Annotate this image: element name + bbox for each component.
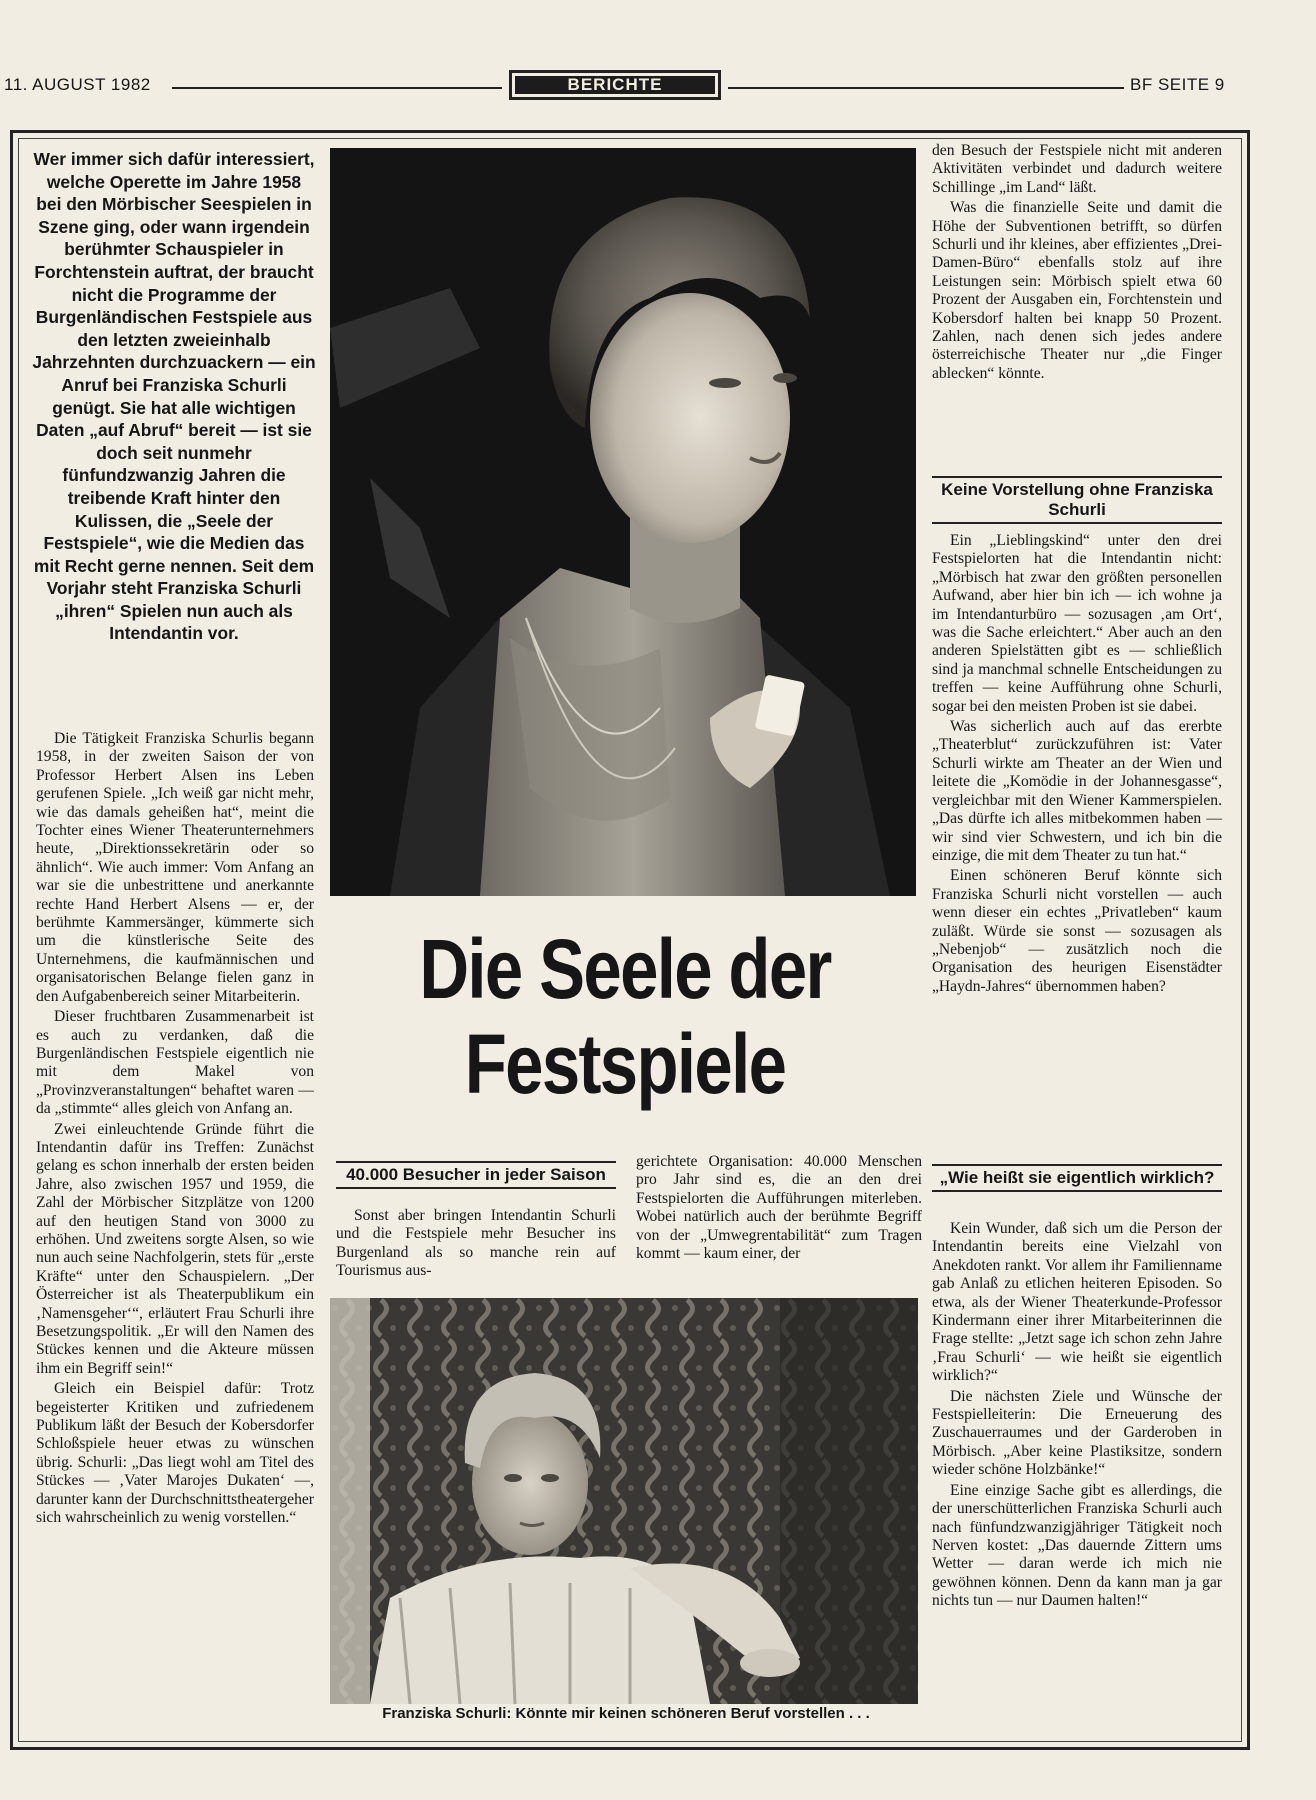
headline-line-1: Die Seele der	[419, 922, 831, 1016]
header-rule-right	[728, 87, 1124, 89]
seated-photo	[330, 1298, 918, 1704]
subhead-visitors: 40.000 Besucher in jeder Saison	[336, 1161, 616, 1189]
seated-photo-image	[330, 1298, 918, 1704]
body-paragraph: Zwei einleuchtende Gründe führt die Intendantin dafür ins Treffen: Zunächst gelang es schon innerhalb der ersten beiden Jahre, also zwischen 1957 und 1959, die Zahl der Mörbischer Sitzplätze von 1200 auf den heutigen Stand von 3000 zu erhöhen. Und zweitens sorgte Alsen, so wie nun auch seine Nachfolgerin, stets für „erste Kräfte“ unter den Schauspielern. „Der Österreicher ist als Theaterpublikum ein ‚Namensgeher‘“, erläutert Frau Schurli ihre Besetzungspolitik. „Er will den Namen des Stückes kennen und die Akteure müssen ihm ein Begriff sein!“	[36, 1120, 314, 1377]
headline-line-2: Festspiele	[464, 1017, 786, 1111]
body-paragraph: gerichtete Organisation: 40.000 Menschen pro Jahr sind es, die an den drei Festspielorten die Aufführungen miterleben. Wobei natürlich auch der berühmte Begriff von der „Umwegrentabilität“ zum Tragen kommt — kaum einer, der	[636, 1153, 922, 1263]
header-rule-left	[172, 87, 502, 89]
body-paragraph: Sonst aber bringen Intendantin Schurli und die Festspiele mehr Besucher ins Burgenland als so manche rein auf Tourismus aus-	[336, 1207, 616, 1280]
page-header	[0, 70, 1316, 104]
body-paragraph: Was sicherlich auch auf das ererbte „Theaterblut“ zurückzuführen ist: Vater Schurli wirkte am Theater an der Wien und leitete die „Komödie in der Johannesgasse“, vergleichbar mit den Wiener Kammerspielen. „Das dürfte ich alles mitbekommen haben — wir sind vier Schwestern, und ich bin die einzige, die mit dem Theater zu tun hat.“	[932, 718, 1222, 864]
section-label: BERICHTE	[515, 76, 715, 94]
subhead-no-performance: Keine Vorstellung ohne Franziska Schurli	[932, 476, 1222, 524]
mid-column-left	[336, 1207, 616, 1281]
body-paragraph: Was die finanzielle Seite und damit die Höhe der Subventionen betrifft, so dürfen Schurli und ihr kleines, aber effizientes „Drei-Damen-Büro“ ebenfalls stolz auf ihre Leistungen sein: Mörbisch spielt etwa 60 Prozent der Ausgaben ein, Forchtenstein und Kobersdorf halten bei knapp 50 Prozent. Zahlen, nach denen sich jedes andere österreichische Theater nur „die Finger ablecken“ könnte.	[932, 199, 1222, 382]
article-column-1	[36, 730, 314, 1527]
portrait-photo-image	[330, 148, 916, 896]
body-paragraph: Kein Wunder, daß sich um die Person der Intendantin bereits eine Vielzahl von Anekdoten rankt. Vor allem ihr Familienname gab Anlaß zu etlichen heiteren Episoden. So etwa, als der Wiener Theaterkunde-Professor Kindermann einer ihrer Mitarbeiterinnen die Frage stellte: „Jetzt sage ich schon zehn Jahre ‚Frau Schurli‘ — wie heißt sie eigentlich wirklich?“	[932, 1220, 1222, 1385]
body-paragraph: den Besuch der Festspiele nicht mit anderen Aktivitäten verbindet und dadurch weitere Schillinge „im Land“ läßt.	[932, 142, 1222, 196]
body-paragraph: Einen schöneren Beruf könnte sich Franziska Schurli nicht vorstellen — auch wenn dieser ein echtes „Privatleben“ kaum zuläßt. Würde sie sonst — sozusagen als „Nebenjob“ — zusätzlich noch die Organisation des heurigen Eisenstädter „Haydn-Jahres“ übernommen haben?	[932, 867, 1222, 995]
headline	[391, 922, 858, 1112]
article-column-3-part-1	[932, 532, 1222, 996]
body-paragraph: Die Tätigkeit Franziska Schurlis begann 1958, in der zweiten Saison der von Professor Herbert Alsen ins Leben gerufenen Spiele. „Ich weiß gar nicht mehr, wie das damals geheißen hat“, meint die Tochter eines Wiener Theaterunternehmers heute, „Direktionssekretärin oder so ähnlich“. Wie auch immer: Vom Anfang an war sie die unbestrittene und anerkannte rechte Hand Herbert Alsens — er, der berühmte Kammersänger, kümmerte sich um die künstlerische Seite des Unternehmens, die kaufmännischen und organisatorischen Belange fielen ganz in den Aufgabenbereich seiner Mitarbeiterin.	[36, 730, 314, 1005]
mid-column-right	[636, 1153, 922, 1263]
subhead-real-name: „Wie heißt sie eigentlich wirklich?	[932, 1164, 1222, 1192]
page-number: BF SEITE 9	[1130, 75, 1225, 94]
body-paragraph: Dieser fruchtbaren Zusammenarbeit ist es auch zu verdanken, daß die Burgenländischen Festspiele eigentlich nie mit dem Makel von „Provinzveranstaltungen“ behaftet waren — da „stimmte“ alles gleich von Anfang an.	[36, 1008, 314, 1118]
body-paragraph: Eine einzige Sache gibt es allerdings, die der unerschütterlichen Franziska Schurli auch nach fünfundzwanzigjähriger Tätigkeit noch Nerven kostet: „Das dauernde Zittern ums Wetter — daran werde ich mich nie gewöhnen können. Denn da kann man ja gar nichts tun — nur Daumen halten!“	[932, 1481, 1222, 1610]
photo-caption: Franziska Schurli: Könnte mir keinen schöneren Beruf vorstellen . . .	[382, 1705, 870, 1722]
portrait-photo	[330, 148, 916, 896]
issue-date: 11. AUGUST 1982	[4, 75, 151, 94]
body-paragraph: Gleich ein Beispiel dafür: Trotz begeisterter Kritiken und zufriedenem Publikum läßt der Besuch der Kobersdorfer Schloßspiele heuer etwas zu wünschen übrig. Schurli: „Das liegt wohl am Titel des Stückes — ‚Vater Marojes Dukaten‘ —, darunter kann der Durchschnittstheatergeher sich wahrscheinlich zu wenig vorstellen.“	[36, 1380, 314, 1527]
body-paragraph: Ein „Lieblingskind“ unter den drei Festspielorten hat die Intendantin nicht: „Mörbisch hat zwar den größten personellen Aufwand, aber hier bin ich — ich wohne ja im Intendanturbüro — sozusagen ‚am Ort‘, was die Sache erleichtert.“ Aber auch an den anderen Spielstätten gibt es — schließlich sind ja manchmal schnelle Entscheidungen zu treffen — keine Aufführung ohne Schurli, sogar bei den meisten Proben ist sie dabei.	[932, 532, 1222, 715]
article-lead: Wer immer sich dafür interessiert, welche Operette im Jahre 1958 bei den Mörbischer Seespielen in Szene ging, oder wann irgendein berühmter Schauspieler in Forchtenstein auftrat, der braucht nicht die Programme der Burgenländischen Festspiele aus den letzten zweieinhalb Jahrzehnten durchzuackern — ein Anruf bei Franziska Schurli genügt. Sie hat alle wichtigen Daten „auf Abruf“ bereit — ist sie doch seit nunmehr fünfundzwanzig Jahren die treibende Kraft hinter den Kulissen, die „Seele der Festspiele“, wie die Medien das mit Recht gerne nennen. Seit dem Vorjahr steht Franziska Schurli „ihren“ Spielen nun auch als Intendantin vor.	[32, 149, 316, 644]
body-paragraph: Die nächsten Ziele und Wünsche der Festspielleiterin: Die Erneuerung des Zuschauerraumes und der Garderoben in Mörbisch. „Aber keine Plastiksitze, sondern wieder schöne Holzbänke!“	[932, 1387, 1222, 1479]
article-column-3-part-2	[932, 1220, 1222, 1611]
section-label-box	[509, 70, 721, 100]
article-column-3-intro	[932, 142, 1222, 383]
